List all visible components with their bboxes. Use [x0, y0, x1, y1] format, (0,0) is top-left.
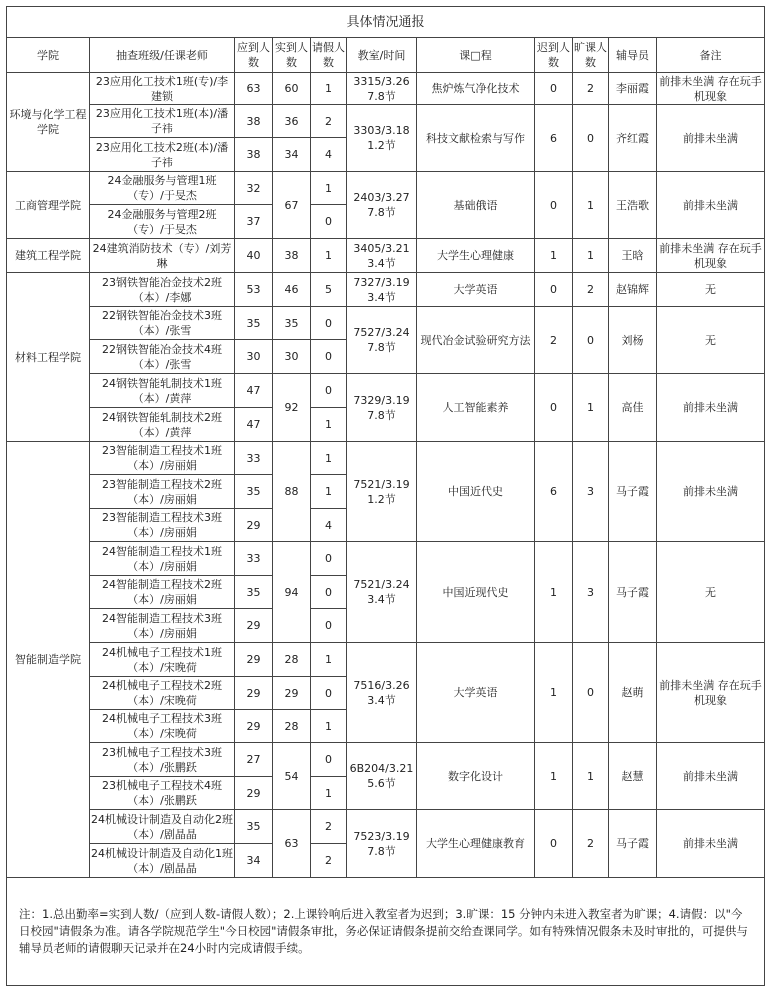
header-room-time: 教室/时间 [347, 38, 417, 73]
class-teacher: 23应用化工技术2班(本)/潘子祎 [90, 138, 235, 172]
course-name: 人工智能素养 [417, 374, 535, 442]
table-row [7, 743, 765, 777]
expected-count: 29 [235, 609, 273, 643]
leave-count: 1 [311, 239, 347, 273]
absent-count: 1 [573, 743, 609, 810]
leave-count: 5 [311, 273, 347, 307]
course-name: 焦炉炼气净化技术 [417, 73, 535, 105]
late-count: 1 [535, 239, 573, 273]
expected-count: 47 [235, 408, 273, 442]
class-teacher: 22钢铁智能冶金技术4班（本）/张雪 [90, 340, 235, 374]
class-teacher: 24建筑消防技术（专）/刘芳琳 [90, 239, 235, 273]
table-row [7, 542, 765, 576]
room-time: 7329/3.19 7.8节 [347, 374, 417, 442]
leave-count: 1 [311, 408, 347, 442]
table-row [7, 73, 765, 105]
leave-count: 0 [311, 743, 347, 777]
course-name: 科技文献检索与写作 [417, 105, 535, 172]
table-row [7, 172, 765, 205]
advisor-name: 马子霞 [609, 810, 657, 878]
expected-count: 35 [235, 475, 273, 509]
expected-count: 29 [235, 710, 273, 743]
header-present: 实到人数 [273, 38, 311, 73]
advisor-name: 赵萌 [609, 643, 657, 743]
note-row [7, 878, 765, 986]
advisor-name: 王晗 [609, 239, 657, 273]
header-absent: 旷课人数 [573, 38, 609, 73]
advisor-name: 高佳 [609, 374, 657, 442]
leave-count: 2 [311, 105, 347, 138]
present-count: 67 [273, 172, 311, 239]
class-teacher: 23智能制造工程技术1班（本）/房丽娟 [90, 442, 235, 475]
leave-count: 1 [311, 710, 347, 743]
expected-count: 47 [235, 374, 273, 408]
class-teacher: 23智能制造工程技术2班（本）/房丽娟 [90, 475, 235, 509]
present-count: 92 [273, 374, 311, 442]
late-count: 0 [535, 374, 573, 442]
table-row [7, 810, 765, 844]
late-count: 0 [535, 172, 573, 239]
present-count: 94 [273, 542, 311, 643]
class-teacher: 24金融服务与管理2班（专）/于旻杰 [90, 205, 235, 239]
header-class-teacher: 抽查班级/任课老师 [90, 38, 235, 73]
remark: 前排未坐满 存在玩手机现象 [657, 239, 765, 273]
class-teacher: 23机械电子工程技术4班（本）/张鹏跃 [90, 777, 235, 810]
absent-count: 1 [573, 374, 609, 442]
leave-count: 1 [311, 643, 347, 677]
absent-count: 0 [573, 307, 609, 374]
leave-count: 0 [311, 374, 347, 408]
advisor-name: 赵慧 [609, 743, 657, 810]
late-count: 0 [535, 73, 573, 105]
remark: 前排未坐满 存在玩手机现象 [657, 73, 765, 105]
leave-count: 2 [311, 844, 347, 878]
room-time: 7523/3.19 7.8节 [347, 810, 417, 878]
expected-count: 29 [235, 677, 273, 710]
room-time: 7521/3.19 1.2节 [347, 442, 417, 542]
course-name: 数字化设计 [417, 743, 535, 810]
course-name: 大学英语 [417, 273, 535, 307]
remark: 前排未坐满 [657, 743, 765, 810]
course-name: 大学英语 [417, 643, 535, 743]
leave-count: 1 [311, 73, 347, 105]
college-name: 环境与化学工程学院 [7, 73, 90, 172]
advisor-name: 刘杨 [609, 307, 657, 374]
leave-count: 1 [311, 172, 347, 205]
present-count: 34 [273, 138, 311, 172]
expected-count: 33 [235, 542, 273, 576]
absent-count: 2 [573, 810, 609, 878]
present-count: 63 [273, 810, 311, 878]
absent-count: 2 [573, 273, 609, 307]
present-count: 28 [273, 643, 311, 677]
present-count: 28 [273, 710, 311, 743]
absent-count: 3 [573, 442, 609, 542]
room-time: 7521/3.24 3.4节 [347, 542, 417, 643]
header-remark: 备注 [657, 38, 765, 73]
late-count: 2 [535, 307, 573, 374]
course-name: 中国近代史 [417, 442, 535, 542]
remark: 前排未坐满 [657, 172, 765, 239]
header-leave: 请假人数 [311, 38, 347, 73]
class-teacher: 24机械电子工程技术2班（本）/宋晚荷 [90, 677, 235, 710]
table-row [7, 239, 765, 273]
class-teacher: 23机械电子工程技术3班（本）/张鹏跃 [90, 743, 235, 777]
leave-count: 4 [311, 509, 347, 542]
present-count: 60 [273, 73, 311, 105]
expected-count: 38 [235, 105, 273, 138]
expected-count: 29 [235, 509, 273, 542]
expected-count: 27 [235, 743, 273, 777]
leave-count: 4 [311, 138, 347, 172]
advisor-name: 齐红霞 [609, 105, 657, 172]
absent-count: 1 [573, 239, 609, 273]
leave-count: 1 [311, 475, 347, 509]
class-teacher: 24智能制造工程技术2班（本）/房丽娟 [90, 576, 235, 609]
header-expected: 应到人数 [235, 38, 273, 73]
advisor-name: 赵锦辉 [609, 273, 657, 307]
present-count: 36 [273, 105, 311, 138]
room-time: 3405/3.21 3.4节 [347, 239, 417, 273]
course-name: 中国近现代史 [417, 542, 535, 643]
remark: 前排未坐满 [657, 374, 765, 442]
leave-count: 1 [311, 442, 347, 475]
absent-count: 0 [573, 105, 609, 172]
present-count: 35 [273, 307, 311, 340]
expected-count: 34 [235, 844, 273, 878]
leave-count: 0 [311, 307, 347, 340]
header-late: 迟到人数 [535, 38, 573, 73]
present-count: 29 [273, 677, 311, 710]
late-count: 1 [535, 743, 573, 810]
expected-count: 29 [235, 777, 273, 810]
expected-count: 63 [235, 73, 273, 105]
college-name: 工商管理学院 [7, 172, 90, 239]
report-title: 具体情况通报 [7, 7, 765, 38]
class-teacher: 23应用化工技术1班(专)/李建锁 [90, 73, 235, 105]
class-teacher: 24机械设计制造及自动化1班（本）/剧晶晶 [90, 844, 235, 878]
expected-count: 33 [235, 442, 273, 475]
attendance-report-table [6, 6, 765, 986]
college-name: 智能制造学院 [7, 442, 90, 878]
remark: 前排未坐满 存在玩手机现象 [657, 643, 765, 743]
advisor-name: 李丽霞 [609, 73, 657, 105]
room-time: 3315/3.26 7.8节 [347, 73, 417, 105]
expected-count: 30 [235, 340, 273, 374]
footnote: 注：1.总出勤率=实到人数/（应到人数-请假人数）；2.上课铃响后进入教室者为迟到；3.旷课：15 分钟内未进入教室者为旷课；4.请假：以"今日校园"请假条为准。请各学院规范学生"今日校园"请假条审批，务必保证请假条提前交给查课同学。如有特殊情况假条未及时审批的，可提供与辅导员老师的请假聊天记录并在24小时内完成请假手续。 [7, 878, 765, 986]
absent-count: 3 [573, 542, 609, 643]
class-teacher: 24机械电子工程技术1班（本）/宋晚荷 [90, 643, 235, 677]
remark: 前排未坐满 [657, 442, 765, 542]
present-count: 30 [273, 340, 311, 374]
table-row [7, 643, 765, 677]
expected-count: 40 [235, 239, 273, 273]
class-teacher: 24钢铁智能轧制技术1班（本）/黄萍 [90, 374, 235, 408]
expected-count: 53 [235, 273, 273, 307]
remark: 无 [657, 273, 765, 307]
absent-count: 2 [573, 73, 609, 105]
class-teacher: 24机械设计制造及自动化2班（本）/剧晶晶 [90, 810, 235, 844]
room-time: 6B204/3.21 5.6节 [347, 743, 417, 810]
late-count: 1 [535, 643, 573, 743]
leave-count: 2 [311, 810, 347, 844]
expected-count: 35 [235, 576, 273, 609]
class-teacher: 24智能制造工程技术1班（本）/房丽娟 [90, 542, 235, 576]
course-name: 大学生心理健康教育 [417, 810, 535, 878]
leave-count: 1 [311, 777, 347, 810]
late-count: 0 [535, 273, 573, 307]
room-time: 7327/3.19 3.4节 [347, 273, 417, 307]
remark: 前排未坐满 [657, 810, 765, 878]
late-count: 1 [535, 542, 573, 643]
late-count: 0 [535, 810, 573, 878]
room-time: 7527/3.24 7.8节 [347, 307, 417, 374]
class-teacher: 24智能制造工程技术3班（本）/房丽娟 [90, 609, 235, 643]
present-count: 88 [273, 442, 311, 542]
class-teacher: 23智能制造工程技术3班（本）/房丽娟 [90, 509, 235, 542]
expected-count: 37 [235, 205, 273, 239]
expected-count: 29 [235, 643, 273, 677]
advisor-name: 马子霞 [609, 442, 657, 542]
class-teacher: 22钢铁智能冶金技术3班（本）/张雪 [90, 307, 235, 340]
expected-count: 32 [235, 172, 273, 205]
absent-count: 0 [573, 643, 609, 743]
expected-count: 35 [235, 810, 273, 844]
course-name: 大学生心理健康 [417, 239, 535, 273]
header-course: 课□程 [417, 38, 535, 73]
absent-count: 1 [573, 172, 609, 239]
expected-count: 35 [235, 307, 273, 340]
leave-count: 0 [311, 340, 347, 374]
room-time: 7516/3.26 3.4节 [347, 643, 417, 743]
table-row [7, 307, 765, 340]
table-row [7, 374, 765, 408]
leave-count: 0 [311, 677, 347, 710]
remark: 前排未坐满 [657, 105, 765, 172]
remark: 无 [657, 307, 765, 374]
leave-count: 0 [311, 609, 347, 643]
college-name: 材料工程学院 [7, 273, 90, 442]
present-count: 38 [273, 239, 311, 273]
class-teacher: 23应用化工技术1班(本)/潘子祎 [90, 105, 235, 138]
room-time: 2403/3.27 7.8节 [347, 172, 417, 239]
class-teacher: 23钢铁智能冶金技术2班（本）/李娜 [90, 273, 235, 307]
leave-count: 0 [311, 205, 347, 239]
late-count: 6 [535, 442, 573, 542]
table-row [7, 105, 765, 138]
room-time: 3303/3.18 1.2节 [347, 105, 417, 172]
table-row [7, 273, 765, 307]
header-advisor: 辅导员 [609, 38, 657, 73]
table-row [7, 442, 765, 475]
present-count: 54 [273, 743, 311, 810]
present-count: 46 [273, 273, 311, 307]
class-teacher: 24钢铁智能轧制技术2班（本）/黄萍 [90, 408, 235, 442]
leave-count: 0 [311, 542, 347, 576]
class-teacher: 24金融服务与管理1班（专）/于旻杰 [90, 172, 235, 205]
class-teacher: 24机械电子工程技术3班（本）/宋晚荷 [90, 710, 235, 743]
college-name: 建筑工程学院 [7, 239, 90, 273]
course-name: 基础俄语 [417, 172, 535, 239]
remark: 无 [657, 542, 765, 643]
header-row [7, 38, 765, 73]
leave-count: 0 [311, 576, 347, 609]
header-college: 学院 [7, 38, 90, 73]
advisor-name: 王浩歌 [609, 172, 657, 239]
expected-count: 38 [235, 138, 273, 172]
advisor-name: 马子霞 [609, 542, 657, 643]
course-name: 现代冶金试验研究方法 [417, 307, 535, 374]
late-count: 6 [535, 105, 573, 172]
